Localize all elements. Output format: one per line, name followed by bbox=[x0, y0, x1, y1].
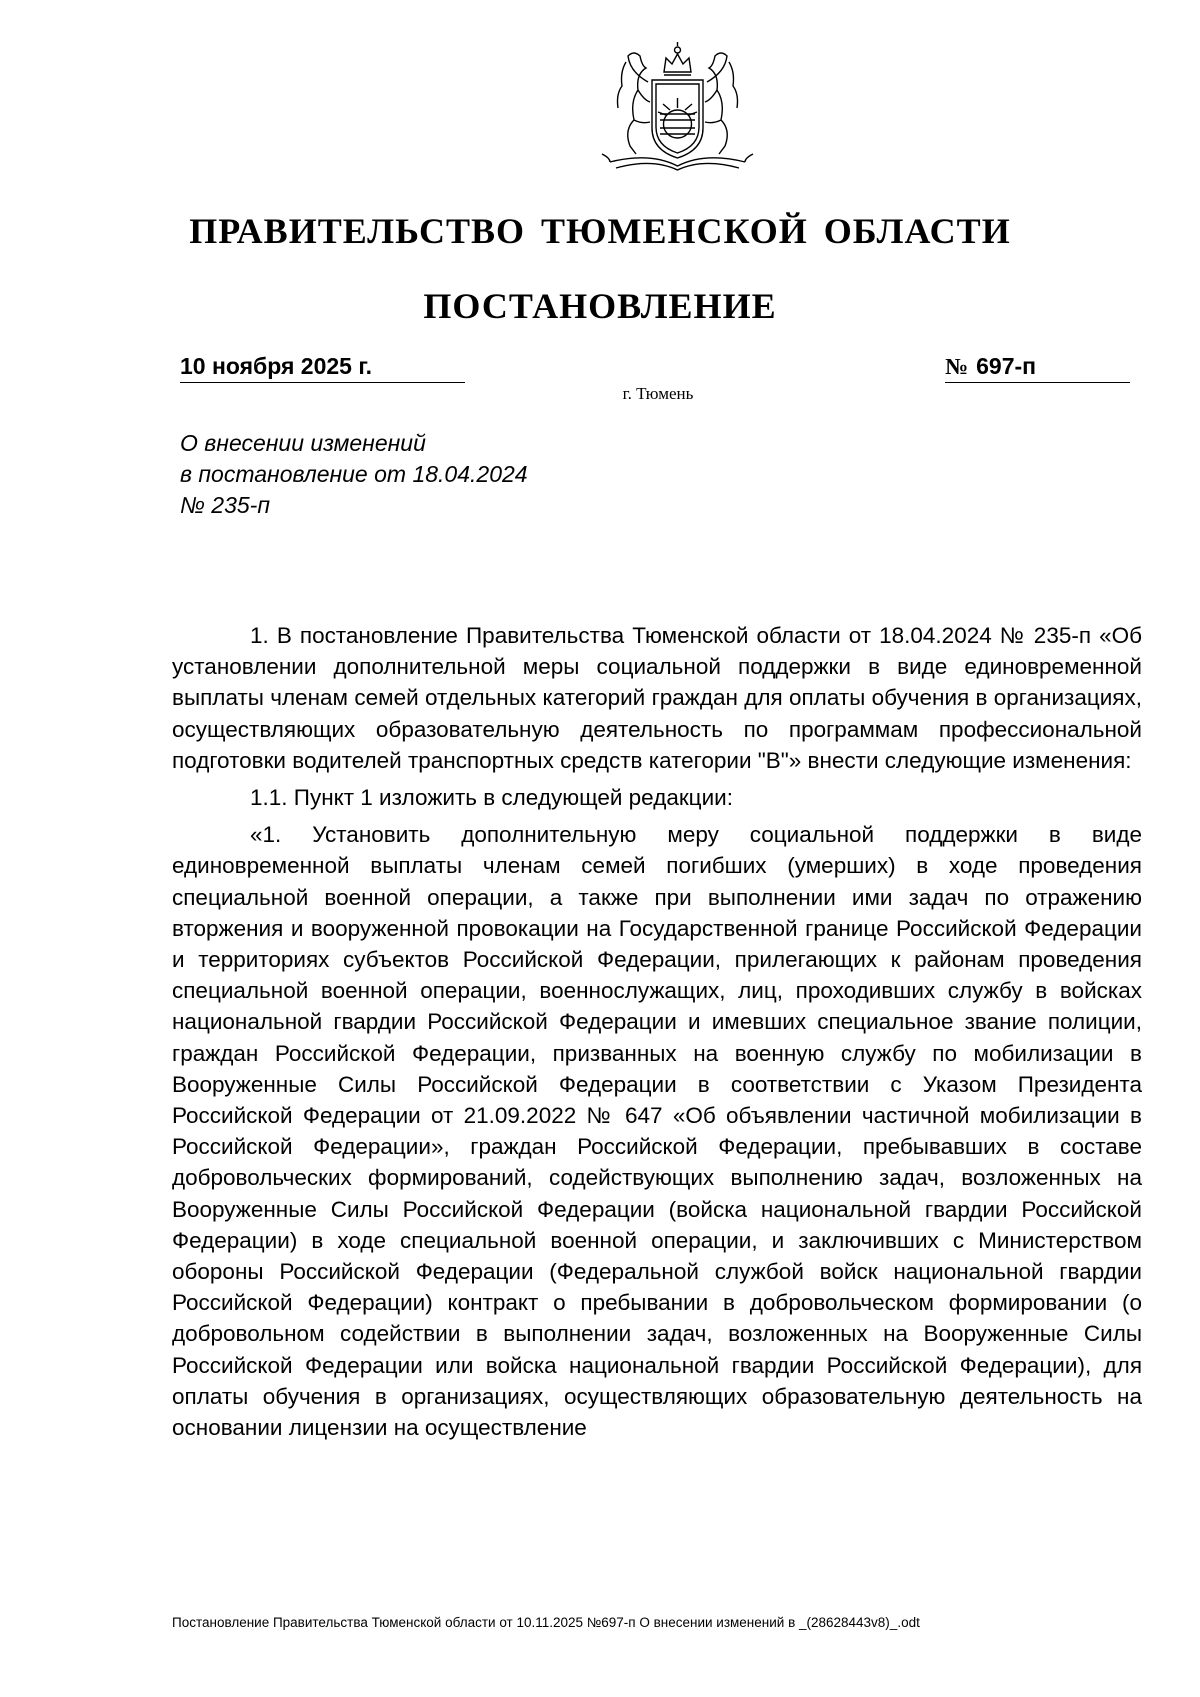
document-number: 697-п bbox=[976, 353, 1037, 379]
subject-line: № 235-п bbox=[180, 492, 270, 518]
government-title: ПРАВИТЕЛЬСТВО ТЮМЕНСКОЙ ОБЛАСТИ bbox=[189, 211, 1011, 251]
document-date: 10 ноября 2025 г. bbox=[180, 353, 465, 383]
subject-line: О внесении изменений bbox=[180, 430, 426, 456]
number-sign: № bbox=[945, 354, 969, 379]
body-paragraph: 1. В постановление Правительства Тюменской области от 18.04.2024 № 235-п «Об установлении дополнительной меры социальной поддержки в виде единовременной выплаты членам семей отдельных категорий граждан для оплаты обучения в организациях, осуществляющих образовательную деятельность по программам профессиональной подготовки водителей транспортных средств категории "B"» внести следующие изменения: bbox=[172, 623, 1142, 773]
body-paragraph: 1.1. Пункт 1 изложить в следующей редакции: bbox=[250, 785, 733, 811]
document-number-field bbox=[945, 353, 1130, 383]
coat-of-arms-icon bbox=[590, 42, 765, 172]
subject-line: в постановление от 18.04.2024 bbox=[180, 461, 528, 487]
document-body bbox=[172, 620, 1142, 1449]
page-footer: Постановление Правительства Тюменской области от 10.11.2025 №697-п О внесении изменений в _(28628443v8)_.odt bbox=[172, 1615, 920, 1630]
city-label: г. Тюмень bbox=[622, 384, 694, 403]
body-paragraph: «1. Установить дополнительную меру социальной поддержки в виде единовременной выплаты членам семей погибших (умерших) в ходе проведения специальной военной операции, а также при выполнении ими задач по отражению вторжения и вооруженной провокации на Государственной границе Российской Федерации и территориях субъектов Российской Федерации, прилегающих к районам проведения специальной военной операции, военнослужащих, лиц, проходивших службу в войсках национальной гвардии Российской Федерации и имевших специальное звание полиции, граждан Российской Федерации, призванных на военную службу по мобилизации в Вооруженные Силы Российской Федерации в соответствии с Указом Президента Российской Федерации от 21.09.2022 № 647 «Об объявлении частичной мобилизации в Российской Федерации», граждан Российской Федерации, пребывавших в составе добровольческих формирований, содействующих выполнению задач, возложенных на Вооруженные Силы Российской Федерации (войска национальной гвардии Российской Федерации) в ходе специальной военной операции, и заключивших с Министерством обороны Российской Федерации (Федеральной службой войск национальной гвардии Российской Федерации) контракт о пребывании в добровольческом формировании (о добровольном содействии в выполнении задач, возложенных на Вооруженные Силы Российской Федерации или войска национальной гвардии Российской Федерации), для оплаты обучения в организациях, осуществляющих образовательную деятельность на основании лицензии на осуществление bbox=[172, 822, 1142, 1441]
document-subject bbox=[180, 428, 780, 521]
document-type-title: ПОСТАНОВЛЕНИЕ bbox=[423, 286, 777, 326]
